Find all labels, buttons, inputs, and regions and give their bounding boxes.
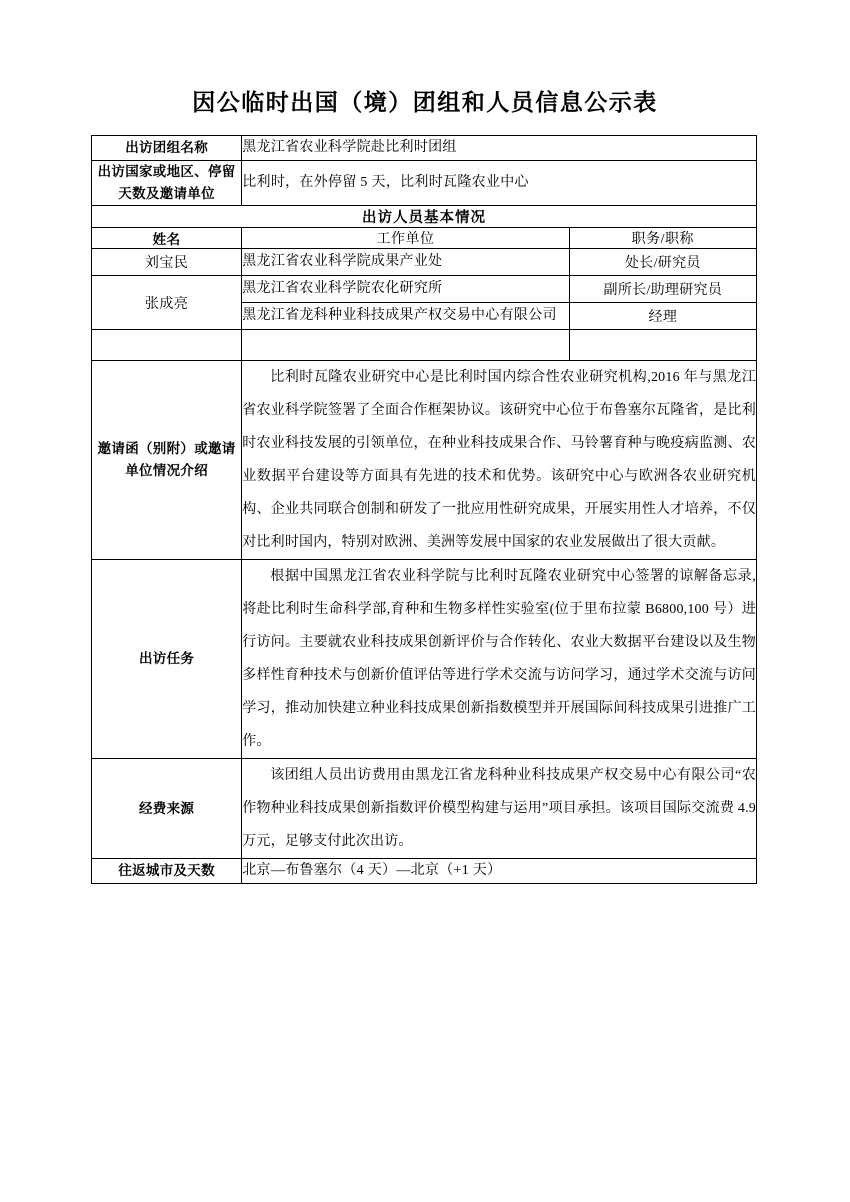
column-header-work-unit: 工作单位	[242, 228, 569, 249]
person-work-unit: 黑龙江省龙科种业科技成果产权交易中心有限公司	[242, 303, 569, 330]
funding-source-paragraph: 该团组人员出访费用由黑龙江省龙科种业科技成果产权交易中心有限公司“农作物种业科技成果创新指数评价模型构建与运用”项目承担。该项目国际交流费 4.9 万元，足够支付此次出访。	[242, 768, 756, 849]
form-table-container	[91, 135, 757, 884]
value-invitation-info	[242, 361, 757, 560]
column-header-name: 姓名	[92, 228, 242, 249]
public-notice-form-table	[91, 135, 757, 884]
value-visit-mission	[242, 560, 757, 759]
table-row-person	[92, 276, 757, 303]
visit-mission-paragraph: 根据中国黑龙江省农业科学院与比利时瓦隆农业研究中心签署的谅解备忘录,将赴比利时生命科学部,育种和生物多样性实验室(位于里布拉蒙 B6800,100 号）进行访问。主要就农业科技成果创新评价与合作转化、农业大数据平台建设以及生物多样性育种技术与创新价值评估等进行学术交流与访问学习，通过学术交流与访问学习，推动加快建立种业科技成果创新指数模型并开展国际间科技成果引进推广工作。	[242, 569, 756, 749]
table-row-route-days	[92, 859, 757, 884]
value-route-days: 北京—布鲁塞尔（4 天）—北京（+1 天）	[242, 859, 757, 884]
value-funding-source	[242, 759, 757, 859]
label-country-days-inviter: 出访国家或地区、停留天数及邀请单位	[92, 161, 242, 206]
person-work-unit: 黑龙江省农业科学院成果产业处	[242, 249, 569, 276]
person-position-title	[569, 330, 756, 361]
label-funding-source: 经费来源	[92, 759, 242, 859]
invitation-info-paragraph: 比利时瓦隆农业研究中心是比利时国内综合性农业研究机构,2016 年与黑龙江省农业科学院签署了全面合作框架协议。该研究中心位于布鲁塞尔瓦隆省，是比利时农业科技发展的引领单位，在种业科技成果合作、马铃薯育种与晚疫病监测、农业数据平台建设等方面具有先进的技术和优势。该研究中心与欧洲各农业研究机构、企业共同联合创制和研发了一批应用性研究成果，开展实用性人才培养，不仅对比利时国内，特别对欧洲、美洲等发展中国家的农业发展做出了很大贡献。	[242, 370, 756, 550]
label-invitation-info: 邀请函（别附）或邀请单位情况介绍	[92, 361, 242, 560]
person-name	[92, 330, 242, 361]
table-row-person	[92, 249, 757, 276]
person-name: 刘宝民	[92, 249, 242, 276]
value-group-name: 黑龙江省农业科学院赴比利时团组	[242, 136, 757, 161]
column-header-position-title: 职务/职称	[569, 228, 756, 249]
person-position-title: 副所长/助理研究员	[569, 276, 756, 303]
person-position-title: 处长/研究员	[569, 249, 756, 276]
table-row-person-empty	[92, 330, 757, 361]
table-row-personnel-header	[92, 206, 757, 228]
person-name: 张成亮	[92, 276, 242, 330]
table-row-group-name	[92, 136, 757, 161]
label-visit-mission: 出访任务	[92, 560, 242, 759]
personnel-section-header: 出访人员基本情况	[92, 206, 757, 228]
label-route-days: 往返城市及天数	[92, 859, 242, 884]
table-row-country-days-inviter	[92, 161, 757, 206]
page-title: 因公临时出国（境）团组和人员信息公示表	[192, 89, 658, 115]
person-work-unit: 黑龙江省农业科学院农化研究所	[242, 276, 569, 303]
table-row-invitation-info	[92, 361, 757, 560]
table-row-visit-mission	[92, 560, 757, 759]
label-group-name: 出访团组名称	[92, 136, 242, 161]
table-row-funding-source	[92, 759, 757, 859]
person-position-title: 经理	[569, 303, 756, 330]
person-work-unit	[242, 330, 569, 361]
table-row-personnel-columns	[92, 228, 757, 249]
value-country-days-inviter: 比利时，在外停留 5 天，比利时瓦隆农业中心	[242, 161, 757, 206]
